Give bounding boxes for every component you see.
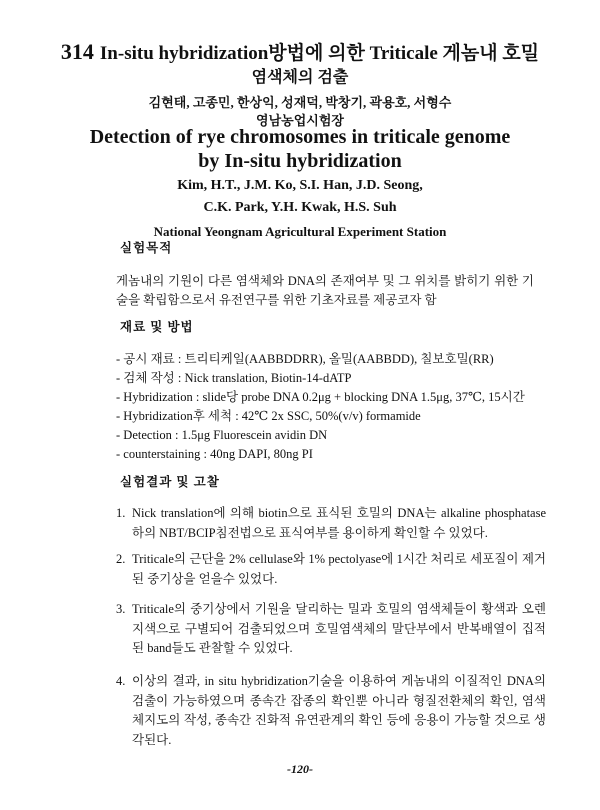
authors-english-line1: Kim, H.T., J.M. Ko, S.I. Han, J.D. Seong, <box>177 178 423 193</box>
methods-list <box>116 350 546 464</box>
result-text: Triticale의 근단을 2% cellulase와 1% pectolyase에 1시간 처리로 세포질이 제거된 중기상을 얻을수 있었다. <box>132 552 546 586</box>
authors-korean: 김현태, 고종민, 한상익, 성재덕, 박창기, 곽용호, 서형수 <box>148 95 452 110</box>
result-item <box>116 600 546 659</box>
result-item <box>116 550 546 589</box>
methods-item: - Hybridization : slide당 probe DNA 0.2μg + blocking DNA 1.5μg, 37℃, 15시간 <box>116 388 546 407</box>
affiliation-korean: 영남농업시험장 <box>256 113 344 128</box>
methods-heading: 재료 및 방법 <box>120 320 194 334</box>
result-item <box>116 672 546 750</box>
result-text: Triticale의 중기상에서 기원을 달리하는 밀과 호밀의 염색체들이 황색과 오렌지색으로 구별되어 검출되었으며 호밀염색체의 말단부에서 반복배열이 집적된 band들도 관찰할 수 있었다. <box>132 602 546 655</box>
methods-item: - Detection : 1.5μg Fluorescein avidin DN <box>116 426 546 445</box>
title-english-line1: Detection of rye chromosomes in triticale genome <box>89 126 511 148</box>
methods-item: - counterstaining : 40ng DAPI, 80ng PI <box>116 445 546 464</box>
page-number: -120- <box>287 762 313 776</box>
abstract-number: 314 <box>60 39 94 64</box>
affiliation-english: National Yeongnam Agricultural Experiment Station <box>153 224 447 239</box>
result-number: 3. <box>116 602 126 616</box>
result-number: 1. <box>116 506 126 520</box>
purpose-heading: 실험목적 <box>120 241 173 255</box>
authors-english-line2: C.K. Park, Y.H. Kwak, H.S. Suh <box>203 200 397 215</box>
result-item <box>116 504 546 543</box>
methods-item: - 공시 재료 : 트리티케일(AABBDDRR), 올밀(AABBDD), 칠보호밀(RR) <box>116 350 546 369</box>
results-heading: 실험결과 및 고찰 <box>120 475 220 489</box>
methods-item: - Hybridization후 세척 : 42℃ 2x SSC, 50%(v/v) formamide <box>116 407 546 426</box>
title-korean-line1 <box>0 38 600 65</box>
methods-item: - 검체 작성 : Nick translation, Biotin-14-dATP <box>116 369 546 388</box>
title-korean-line2: 염색체의 검출 <box>251 69 349 86</box>
title-english-line2: by In-situ hybridization <box>198 150 402 172</box>
purpose-text: 게놈내의 기원이 다른 염색체와 DNA의 존재여부 및 그 위치를 밝히기 위한 기술을 확립함으로서 유전연구를 위한 기초자료를 제공코자 함 <box>116 274 534 307</box>
result-text: Nick translation에 의해 biotin으로 표식된 호밀의 DNA는 alkaline phosphatase 하의 NBT/BCIP침전법으로 표식여부를 용이하게 확인할 수 있었다. <box>132 506 546 540</box>
result-number: 2. <box>116 552 126 566</box>
result-text: 이상의 결과, in situ hybridization기술을 이용하여 게놈내의 이질적인 DNA의 검출이 가능하였으며 종속간 잡종의 확인뿐 아니라 형질전환체의 확인, 염색체지도의 작성, 종속간 진화적 유연관계의 확인 등에 응용이 가능할 것으로 생각된다. <box>132 674 546 747</box>
title-korean-text: In-situ hybridization방법에 의한 Triticale 게놈내 호밀 <box>99 43 540 64</box>
result-number: 4. <box>116 674 126 688</box>
